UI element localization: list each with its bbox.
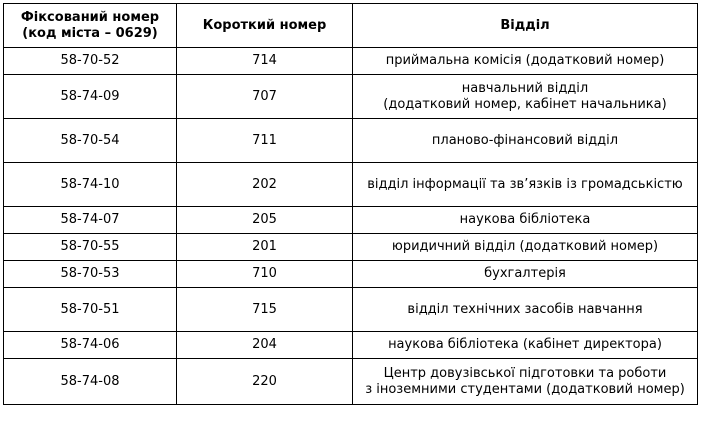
short-number-cell: 204 <box>177 332 353 359</box>
department-cell <box>353 332 698 359</box>
short-number-cell: 710 <box>177 261 353 288</box>
header-fixed-number-line2: (код міста – 0629) <box>22 25 158 41</box>
fixed-number-cell: 58-74-07 <box>4 207 177 234</box>
table-row <box>4 288 698 332</box>
department-line: (додатковий номер, кабінет начальника) <box>383 96 667 112</box>
fixed-number-cell: 58-70-51 <box>4 288 177 332</box>
short-number-cell: 711 <box>177 119 353 163</box>
department-line: Центр довузівської підготовки та роботи <box>383 365 667 381</box>
short-number-cell: 707 <box>177 75 353 119</box>
fixed-number-cell: 58-74-08 <box>4 359 177 405</box>
header-fixed-number-line1: Фіксований номер <box>20 9 160 25</box>
table-row <box>4 332 698 359</box>
department-line: наукова бібліотека <box>459 212 591 227</box>
short-number-cell: 220 <box>177 359 353 405</box>
department-cell <box>353 234 698 261</box>
department-line: наукова бібліотека (кабінет директора) <box>388 337 662 352</box>
department-line: бухгалтерія <box>484 266 566 281</box>
department-cell <box>353 119 698 163</box>
table-row <box>4 207 698 234</box>
department-line: навчальний відділ <box>461 80 589 96</box>
header-short-number: Короткий номер <box>177 4 353 48</box>
department-line: відділ технічних засобів навчання <box>407 301 643 317</box>
department-line: з іноземними студентами (додатковий номер) <box>365 381 685 397</box>
short-number-cell: 202 <box>177 163 353 207</box>
department-line: відділ інформації та зв’язків із громадськістю <box>367 176 683 192</box>
department-cell <box>353 75 698 119</box>
table-row <box>4 119 698 163</box>
department-cell <box>353 261 698 288</box>
table-header-row <box>4 4 698 48</box>
table-row <box>4 359 698 405</box>
fixed-number-cell: 58-70-52 <box>4 48 177 75</box>
fixed-number-cell: 58-74-09 <box>4 75 177 119</box>
short-number-cell: 205 <box>177 207 353 234</box>
department-cell <box>353 48 698 75</box>
department-cell <box>353 288 698 332</box>
table-row <box>4 75 698 119</box>
fixed-number-cell: 58-70-54 <box>4 119 177 163</box>
fixed-number-cell: 58-70-53 <box>4 261 177 288</box>
fixed-number-cell: 58-70-55 <box>4 234 177 261</box>
short-number-cell: 201 <box>177 234 353 261</box>
table-row <box>4 261 698 288</box>
fixed-number-cell: 58-74-06 <box>4 332 177 359</box>
table-row <box>4 163 698 207</box>
department-line: приймальна комісія (додатковий номер) <box>385 53 665 68</box>
department-line: планово-фінансовий відділ <box>431 132 619 148</box>
department-cell <box>353 359 698 405</box>
header-fixed-number <box>4 4 177 48</box>
header-department: Відділ <box>353 4 698 48</box>
table-row <box>4 234 698 261</box>
table-row <box>4 48 698 75</box>
short-number-cell: 714 <box>177 48 353 75</box>
phone-directory-table <box>3 3 698 405</box>
department-cell <box>353 207 698 234</box>
fixed-number-cell: 58-74-10 <box>4 163 177 207</box>
short-number-cell: 715 <box>177 288 353 332</box>
department-cell <box>353 163 698 207</box>
department-line: юридичний відділ (додатковий номер) <box>391 239 659 254</box>
